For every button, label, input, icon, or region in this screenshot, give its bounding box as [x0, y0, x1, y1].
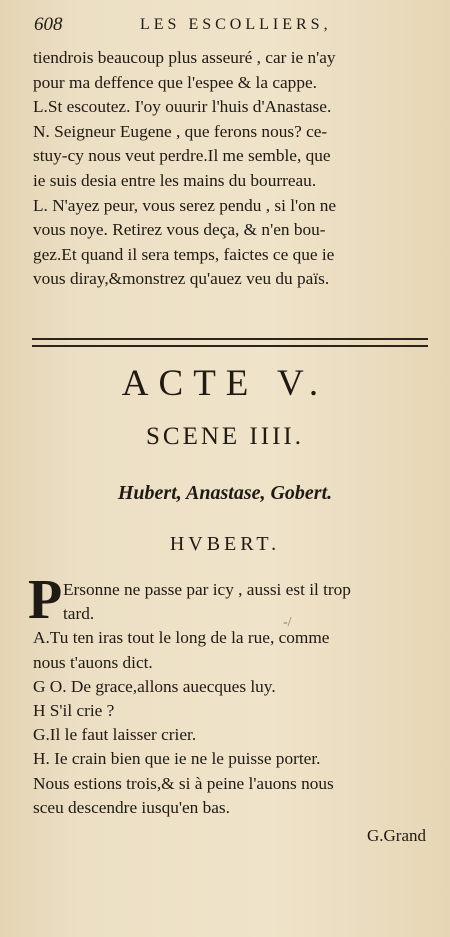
text-line: tiendrois beaucoup plus asseuré , car ie n'ay — [33, 48, 336, 67]
dialogue-bottom — [33, 578, 431, 820]
page-number: 608 — [34, 14, 63, 35]
text-line: tard. — [63, 604, 95, 624]
text-line: A.Tu ten iras tout le long de la rue, comme — [33, 628, 330, 648]
text-line: gez.Et quand il sera temps, faictes ce que ie — [33, 244, 335, 264]
text-line: Nous estions trois,& si à peine l'auons nous — [33, 773, 334, 793]
text-line: H. Ie crain bien que ie ne le puisse porter. — [33, 749, 321, 769]
section-divider — [32, 338, 428, 347]
text-line: stuy-cy nous veut perdre.Il me semble, que — [33, 146, 331, 166]
text-line: L. N'ayez peur, vous serez pendu , si l'on ne — [33, 195, 337, 215]
text-line: ie suis desia entre les mains du bourreau. — [33, 170, 317, 190]
text-line: nous t'auons dict. — [33, 652, 153, 672]
margin-mark: -/ — [283, 615, 292, 630]
character-list: Hubert, Anastase, Gobert. — [117, 482, 333, 504]
text-line: pour ma deffence que l'espee & la cappe. — [33, 72, 317, 92]
speaker-name: HVBERT. — [169, 533, 281, 555]
running-head: LES ESCOLLIERS, — [140, 16, 332, 33]
text-line: L.St escoutez. I'oy ouurir l'huis d'Anastase. — [33, 97, 332, 117]
page-header — [30, 6, 430, 36]
scene-title: SCENE IIII. — [146, 423, 304, 450]
text-line: G.Il le faut laisser crier. — [33, 725, 197, 745]
act-title: ACTE V. — [121, 363, 329, 404]
text-line: H S'il crie ? — [33, 701, 115, 721]
text-line: vous diray,&monstrez qu'auez veu du païs. — [33, 269, 330, 289]
drop-cap: P — [28, 569, 63, 631]
catchword: G.Grand — [366, 826, 426, 845]
text-line: N. Seigneur Eugene , que ferons nous? ce- — [33, 121, 328, 141]
text-line: Ersonne ne passe par icy , aussi est il trop — [63, 580, 351, 599]
text-line: G O. De grace,allons auecques luy. — [33, 676, 276, 696]
dialogue-top — [33, 46, 431, 292]
text-line: vous noye. Retirez vous deça, & n'en bou- — [33, 220, 326, 240]
text-line: sceu descendre iusqu'en bas. — [33, 797, 230, 817]
